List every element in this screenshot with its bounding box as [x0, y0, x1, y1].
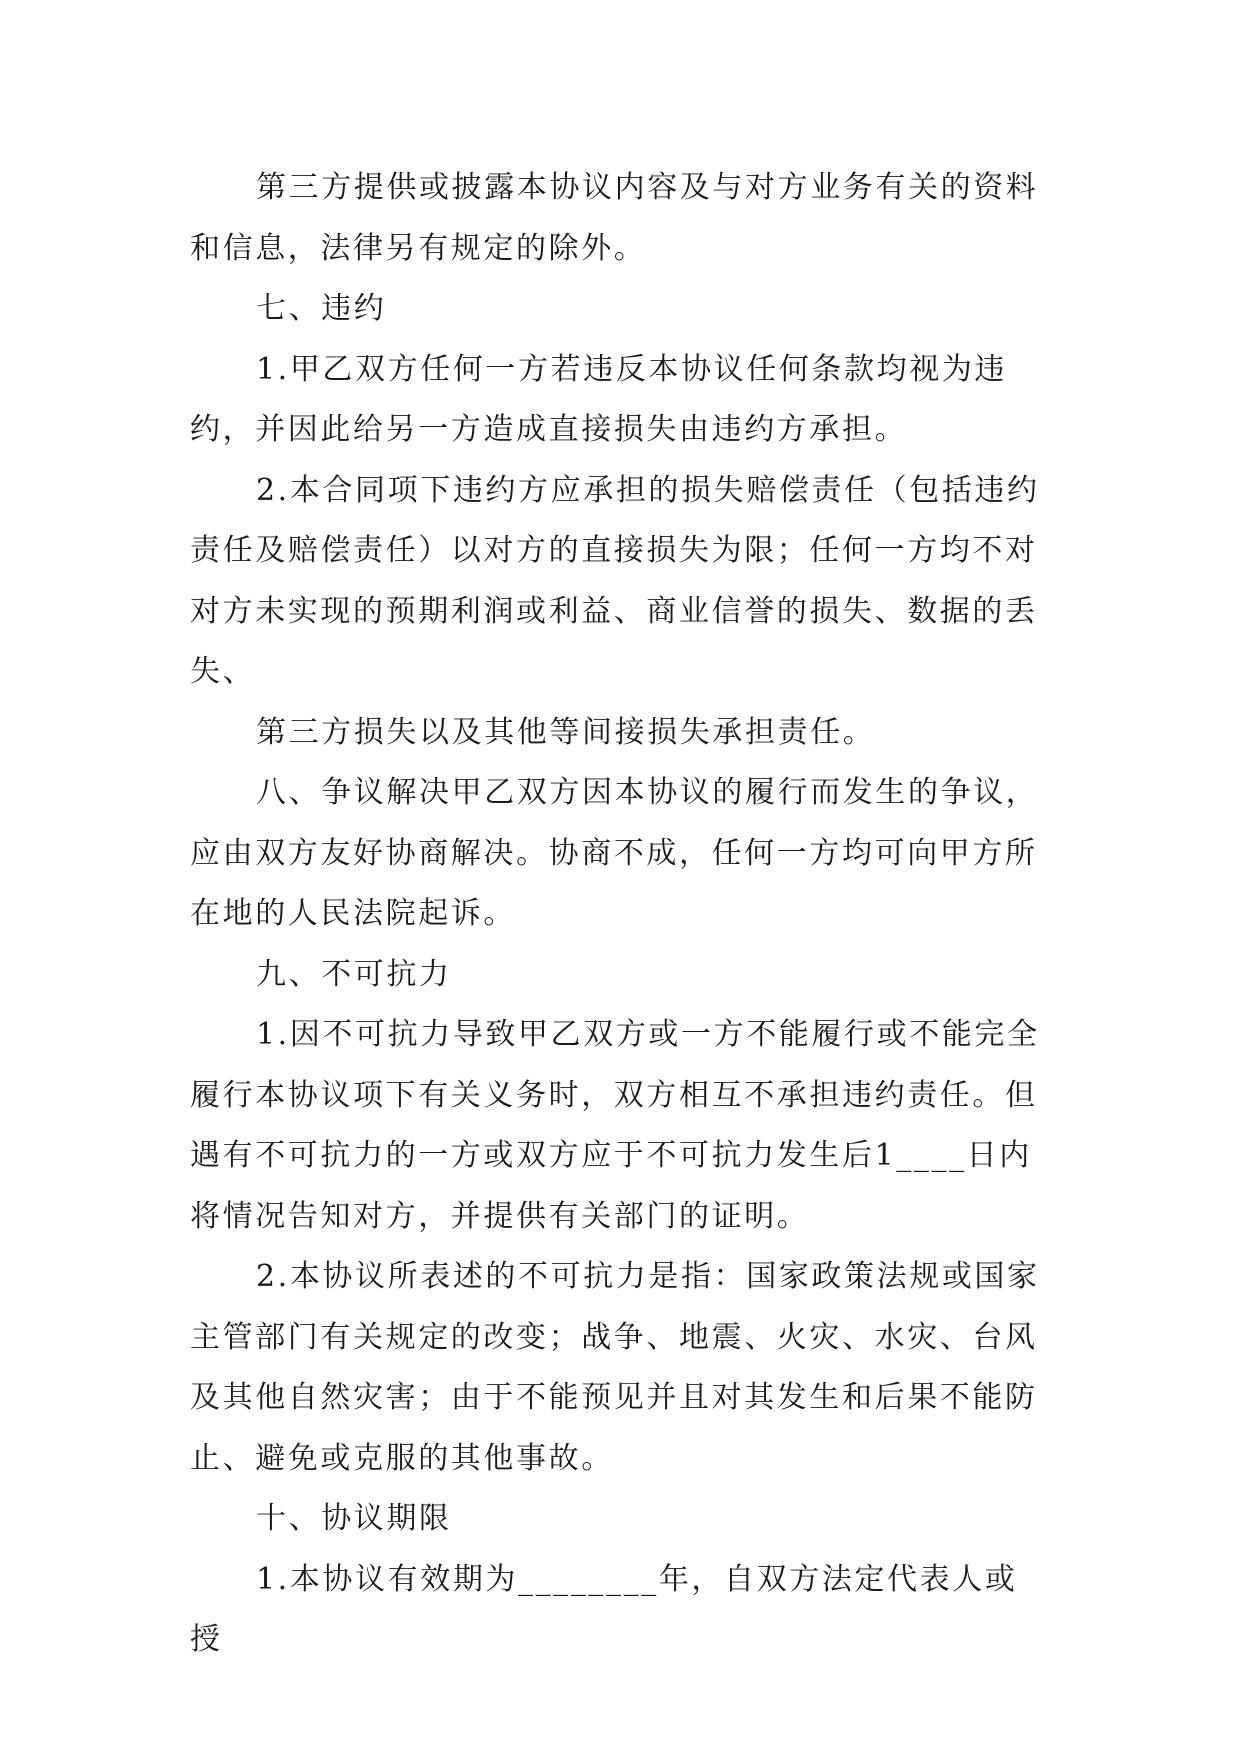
paragraph-confidentiality-continued: 第三方提供或披露本协议内容及与对方业务有关的资料和信息，法律另有规定的除外。: [190, 170, 1039, 266]
section-heading-force-majeure: 九、不可抗力: [256, 956, 452, 992]
paragraph-breach-2: 2.本合同项下违约方应承担的损失赔偿责任（包括违约责任及赔偿责任）以对方的直接损失为限；任何一方均不对对方未实现的预期利润或利益、商业信誉的损失、数据的丢失、: [190, 472, 1040, 689]
paragraph-dispute-resolution: 八、争议解决甲乙双方因本协议的履行而发生的争议，应由双方友好协商解决。协商不成，任何一方均可向甲方所在地的人民法院起诉。: [190, 775, 1039, 931]
document-body: [190, 158, 1050, 1671]
paragraph-breach-1: 1.甲乙双方任何一方若违反本协议任何条款均视为违约，并因此给另一方造成直接损失由违约方承担。: [190, 351, 1008, 447]
section-heading-term: 十、协议期限: [256, 1501, 452, 1536]
paragraph-term-1: 1.本协议有效期为________年，自双方法定代表人或授: [190, 1561, 1018, 1657]
paragraph-force-majeure-2: 2.本协议所表述的不可抗力是指：国家政策法规或国家主管部门有关规定的改变；战争、地震、火灾、水灾、台风及其他自然灾害；由于不能预见并且对其发生和后果不能防止、避免或克服的其他事故。: [190, 1259, 1040, 1476]
section-heading-breach: 七、违约: [256, 291, 387, 326]
paragraph-breach-2-continued: 第三方损失以及其他等间接损失承担责任。: [256, 714, 876, 750]
paragraph-force-majeure-1: 1.因不可抗力导致甲乙双方或一方不能履行或不能完全履行本协议项下有关义务时，双方相互不承担违约责任。但遇有不可抗力的一方或双方应于不可抗力发生后1____日内将情况告知对方，并提供有关部门的证明。: [190, 1017, 1040, 1234]
